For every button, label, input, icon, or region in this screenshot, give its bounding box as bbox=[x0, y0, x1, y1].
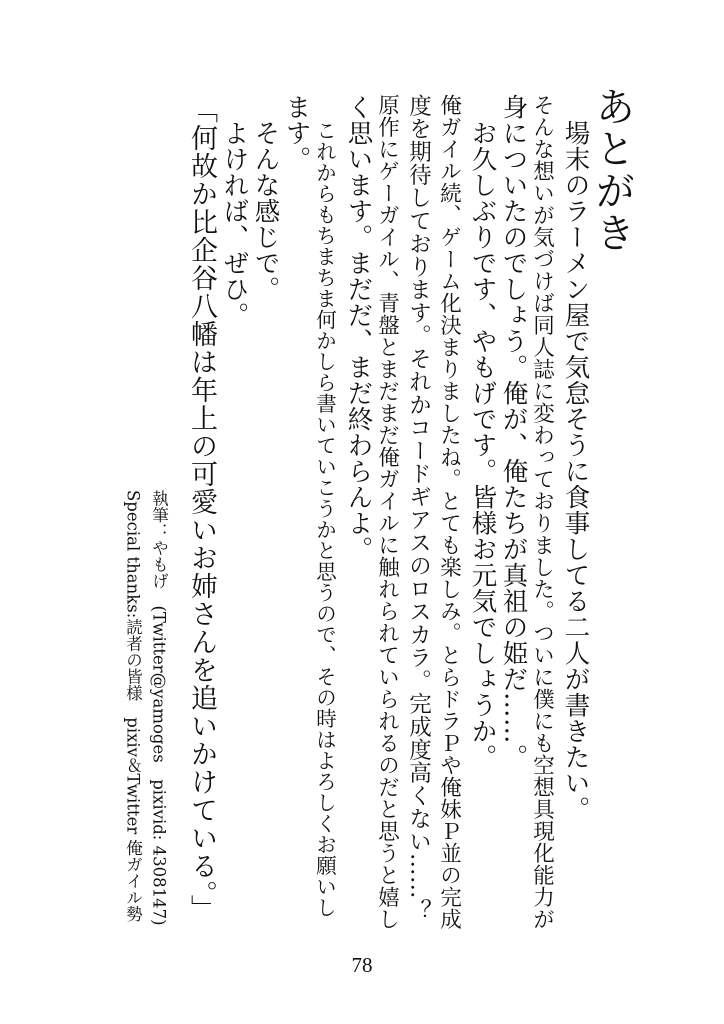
body-line-2: そんな想いが気づけば同人誌に変わっておりました。ついに僕にも空想具現化能力が bbox=[529, 94, 555, 930]
body-line-12: よければ、ぜひ。 bbox=[219, 120, 250, 328]
body-line-6: 度を期待しております。それかコードギアスのロスカラ。完成度高くない……？ bbox=[405, 94, 432, 922]
body-line-5: 俺ガイル続、ゲーム化決まりましたね。とても楽しみ。とらドラＰや俺妹Ｐ並の完成 bbox=[436, 94, 462, 930]
body-line-4: お久しぶりです、やもげです。皆様お元気でしょうか。 bbox=[467, 120, 498, 770]
body-line-11: そんな感じで。 bbox=[250, 120, 281, 302]
body-line-7: 原作にゲーガイル、青盤とまだまだ俺ガイルに触れられていられるのだと思うと嬉し bbox=[374, 94, 400, 930]
body-line-8: く思います。まだだ、まだ終わらんよ。 bbox=[343, 94, 374, 562]
body-line-1: 場末のラーメン屋で気怠そうに食事してる二人が書きたい。 bbox=[560, 120, 591, 822]
story-title: 「何故か比企谷八幡は年上の可愛いお姉さんを追いかけている。」 bbox=[186, 96, 217, 923]
body-line-9: これからもちまちま何かしら書いていこうかと思うので、その時はよろしくお願いし bbox=[312, 120, 337, 918]
afterword-heading: あとがき bbox=[589, 86, 635, 254]
credit-special-thanks: Special thanks:読者の皆様 pixiv＆Twitter 俺ガイル勢 bbox=[123, 490, 143, 922]
body-line-3: 身についたのでしょう。俺が、俺たちが真祖の姫だ……。 bbox=[498, 94, 529, 770]
page-number: 78 bbox=[351, 953, 373, 977]
body-line-10: ます。 bbox=[281, 94, 312, 172]
credit-author: 執筆：やもげ (Twitter@yamoges pixivid: 4308147) bbox=[149, 490, 169, 926]
